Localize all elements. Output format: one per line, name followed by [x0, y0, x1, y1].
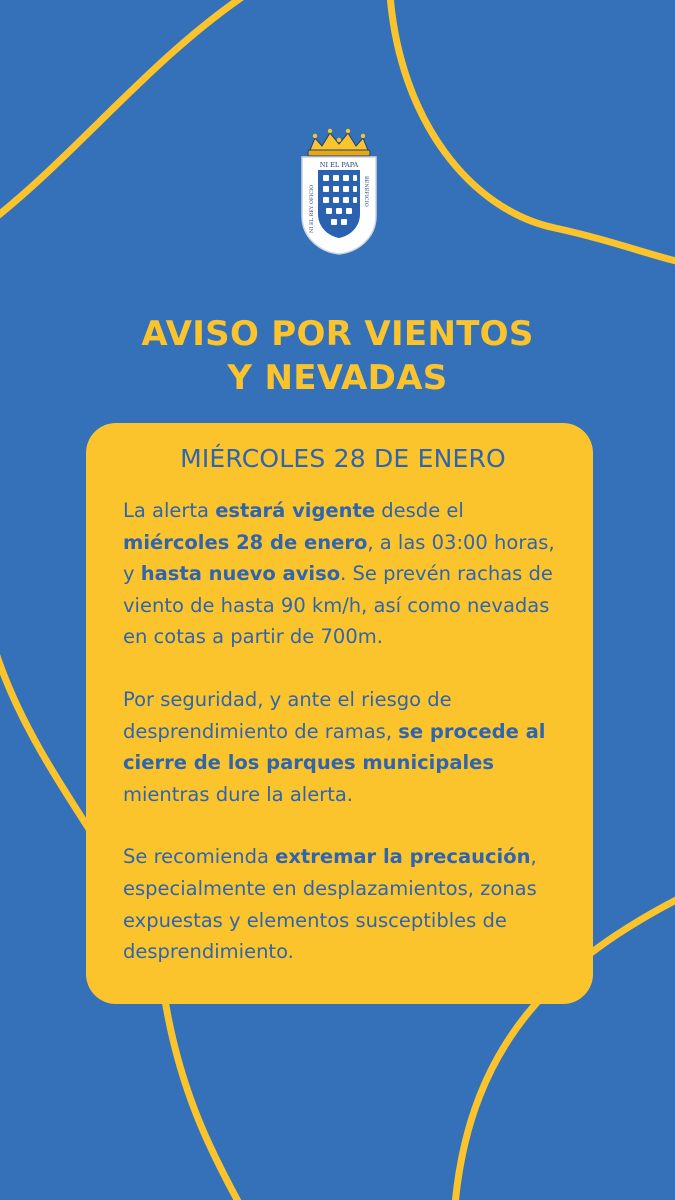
p1-text-3: , a las 03:00 horas, y — [123, 530, 555, 586]
p2-text-1: Por seguridad, y ante el riesgo de desprendimiento de ramas, — [123, 687, 452, 743]
p1-text-1: La alerta — [123, 499, 216, 522]
paragraph-park-closure — [123, 684, 563, 810]
page-title — [0, 312, 675, 400]
p2-text-2: mientras dure la alerta. — [123, 782, 354, 806]
p3-bold-1: extremar la precaución — [275, 845, 531, 869]
paragraph-alert-period — [123, 495, 563, 653]
p1-bold-3: hasta nuevo aviso — [140, 562, 341, 586]
paragraph-precaution — [123, 841, 563, 967]
p3-text-1: Se recomienda — [123, 845, 276, 869]
crest-motto-left: NI EL REY OFICIO — [309, 184, 315, 233]
p1-bold-1: estará vigente — [215, 499, 376, 522]
coat-of-arms-emblem — [298, 126, 380, 256]
p1-text-4: . Se prevén rachas de viento de hasta 90 km/h, así como nevadas en cotas a partir de 700m. — [123, 562, 553, 649]
p2-bold-1: se procede al cierre de los parques municipales — [123, 719, 546, 775]
title-line-1: AVISO POR VIENTOS — [141, 314, 534, 354]
notice-card — [86, 423, 593, 1004]
p3-text-2: , especialmente en desplazamientos, zonas expuestas y elementos susceptibles de desprendimiento. — [123, 845, 537, 964]
p1-text-2: desde el — [375, 499, 464, 522]
title-line-2: Y NEVADAS — [227, 358, 448, 398]
notice-date: MIÉRCOLES 28 DE ENERO — [180, 444, 506, 473]
p1-bold-2: miércoles 28 de enero — [123, 530, 368, 554]
crest-motto-top: NI EL PAPA — [319, 161, 359, 169]
crest-motto-right: BENEFICIO — [363, 176, 369, 207]
